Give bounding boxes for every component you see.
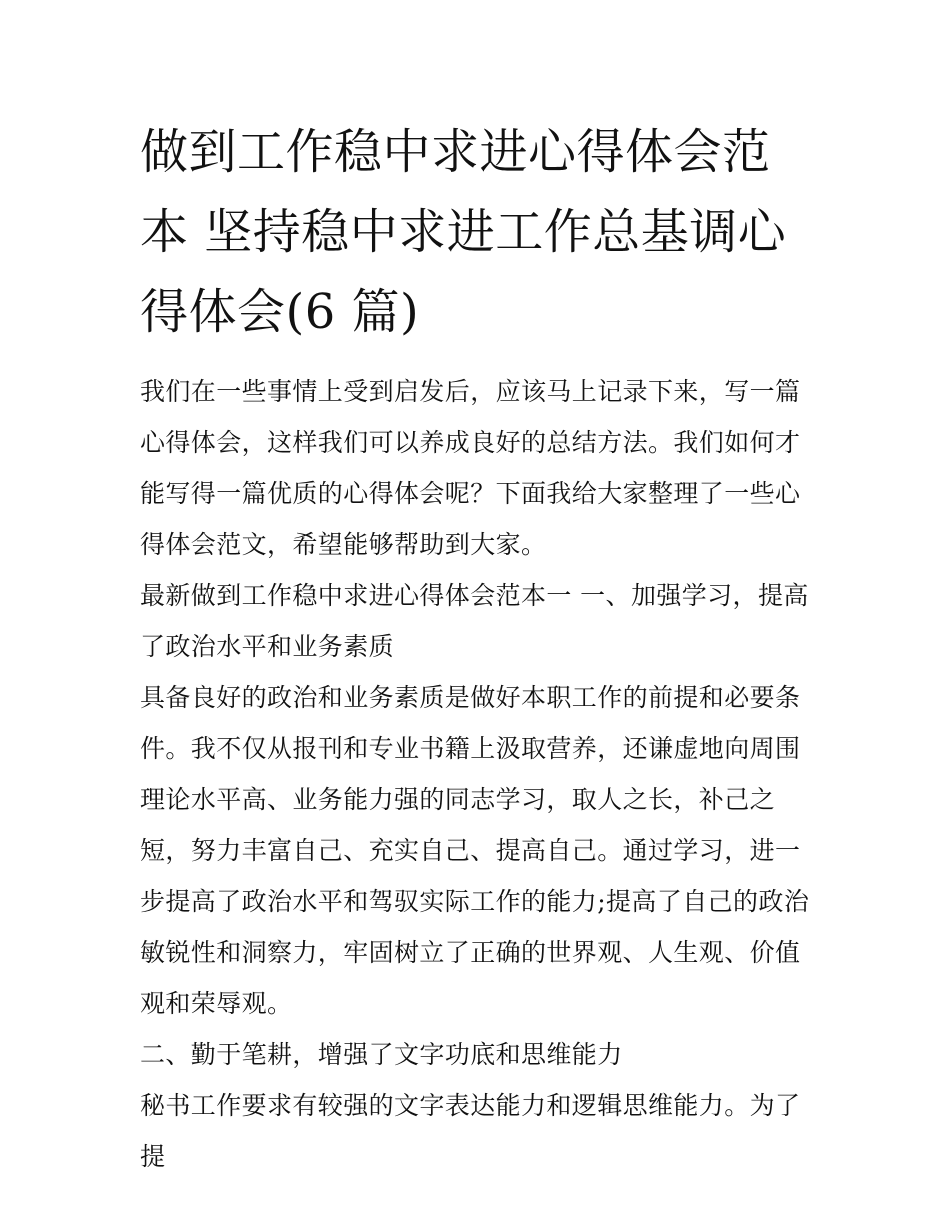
intro-paragraph: 我们在一些事情上受到启发后，应该马上记录下来，写一篇心得体会，这样我们可以养成良好的总结方法。我们如何才能写得一篇优质的心得体会呢？下面我给大家整理了一些心得体会范文，希望能够帮助到大家。 [140,377,801,559]
section-paragraph-1: 具备良好的政治和业务素质是做好本职工作的前提和必要条件。我不仅从报刊和专业书籍上汲取营养，还谦虚地向周围理论水平高、业务能力强的同志学习，取人之长，补己之短，努力丰富自己、充实自己、提高自己。通过学习，进一步提高了政治水平和驾驭实际工作的能力;提高了自己的政治敏锐性和洞察力，牢固树立了正确的世界观、人生观、价值观和荣辱观。 [140,683,810,1018]
section-heading-2: 二、勤于笔耕，增强了文字功底和思维能力 [140,1040,623,1069]
section-paragraph-2: 秘书工作要求有较强的文字表达能力和逻辑思维能力。为了提 [140,1091,801,1171]
document-content [140,112,812,1182]
document-title: 做到工作稳中求进心得体会范本 坚持稳中求进工作总基调心得体会(6 篇) [140,124,787,340]
section-heading-1: 最新做到工作稳中求进心得体会范本一 一、加强学习，提高了政治水平和业务素质 [140,581,809,661]
document-body [140,366,812,1182]
